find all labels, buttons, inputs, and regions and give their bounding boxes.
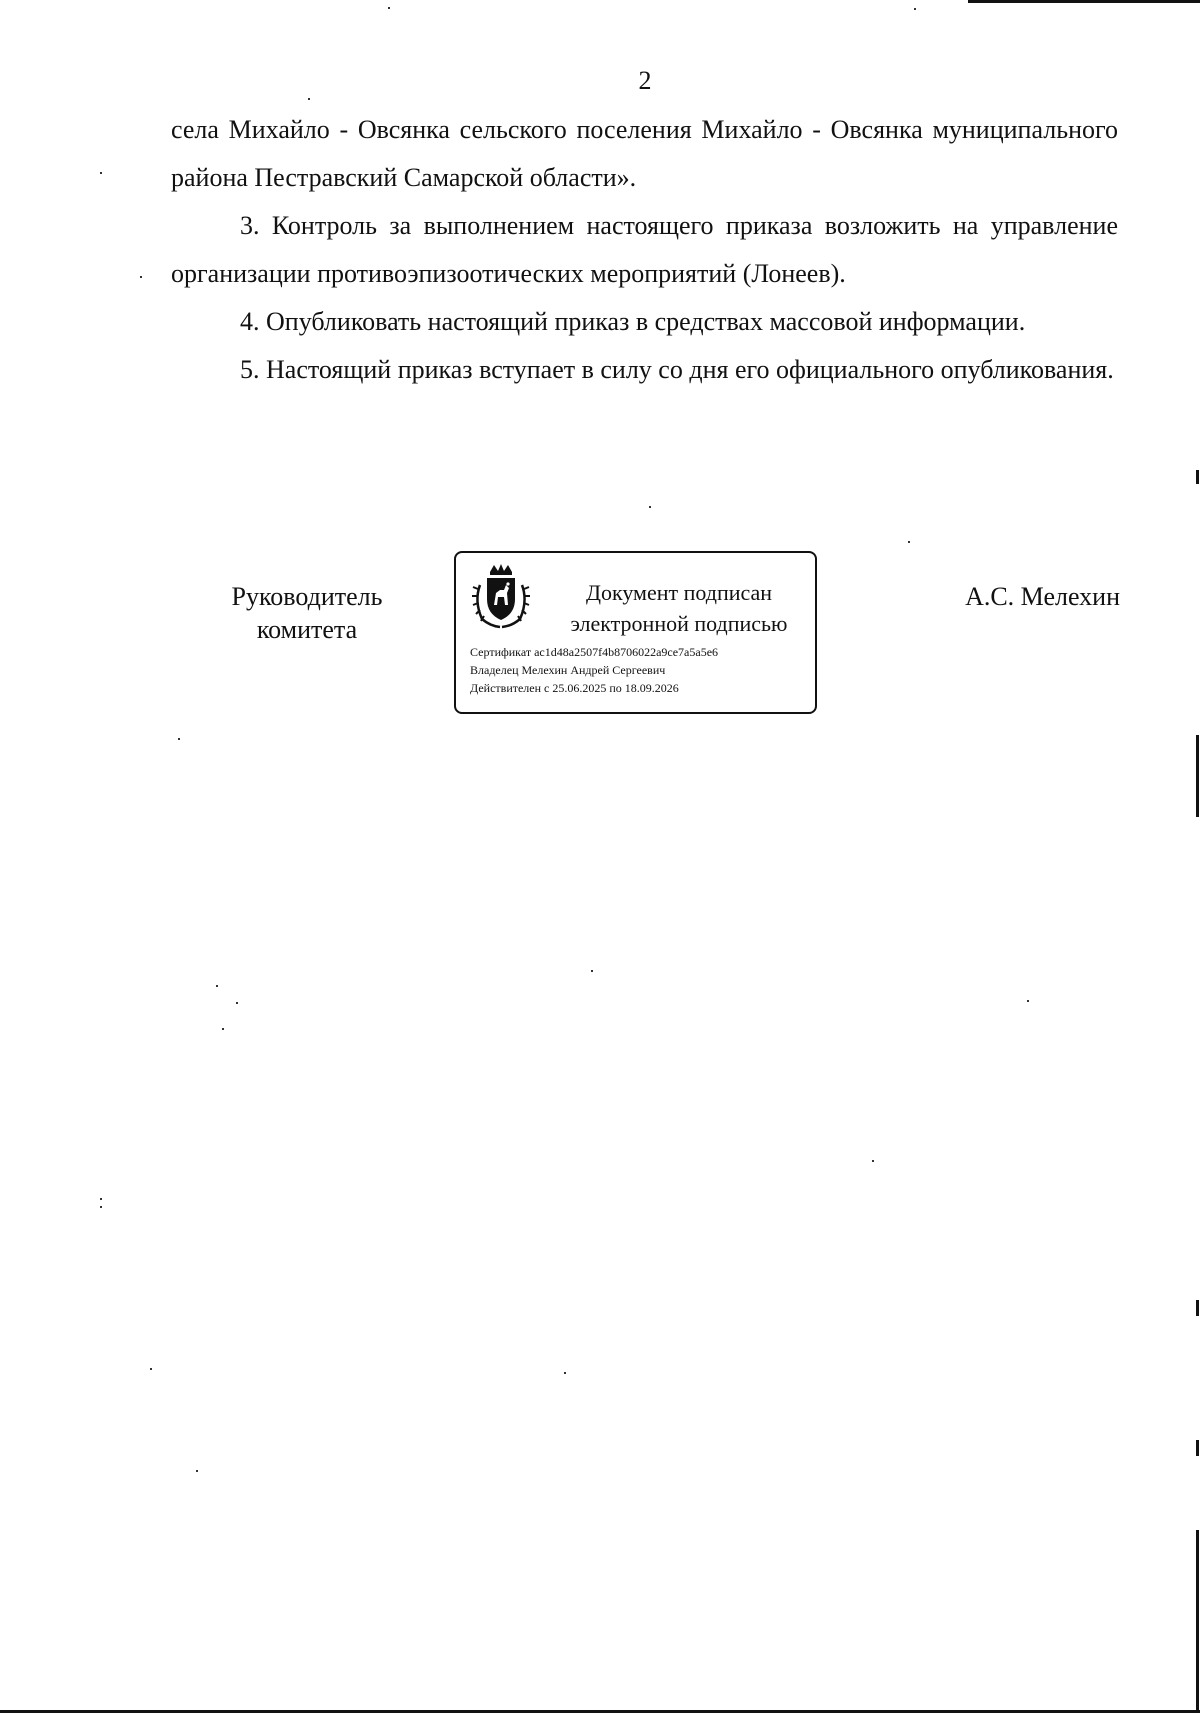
- scan-speck: [1027, 1000, 1029, 1002]
- paragraph-item-5: 5. Настоящий приказ вступает в силу со дня его официального опубликования.: [240, 355, 1114, 384]
- scan-speck: [196, 1470, 198, 1472]
- stamp-heading-line-1: Документ подписан: [585, 580, 773, 605]
- scan-speck: [178, 738, 180, 740]
- scan-speck: [222, 1028, 224, 1030]
- stamp-details: [470, 643, 718, 697]
- signer-name: А.С. Мелехин: [965, 582, 1120, 611]
- stamp-certificate: Сертификат ac1d48a2507f4b8706022a9ce7a5a5e6: [470, 645, 719, 659]
- scan-speck: [591, 970, 593, 972]
- stamp-owner: Владелец Мелехин Андрей Сергеевич: [470, 663, 666, 677]
- scan-speck: [308, 98, 310, 100]
- scan-speck: [100, 172, 102, 174]
- scan-speck: [872, 1160, 874, 1162]
- scan-speck: [914, 8, 916, 10]
- document-body: [171, 106, 1118, 394]
- scan-speck: [236, 1002, 238, 1004]
- scan-edge-right: [1196, 735, 1199, 817]
- scan-edge-right: [1196, 1440, 1199, 1456]
- paragraph-item-4: 4. Опубликовать настоящий приказ в средствах массовой информации.: [240, 307, 1026, 336]
- scan-edge-top: [968, 0, 1200, 3]
- signer-position-line-1: Руководитель: [231, 582, 383, 611]
- scan-edge-bottom: [0, 1710, 1200, 1713]
- scan-speck: [564, 1372, 566, 1374]
- scan-speck: [649, 506, 651, 508]
- coat-of-arms-icon: [470, 563, 532, 629]
- electronic-signature-stamp: [454, 551, 817, 714]
- scan-edge-right: [1196, 1300, 1199, 1316]
- stamp-heading-line-2: электронной подписью: [570, 611, 788, 636]
- stamp-heading: [554, 577, 804, 639]
- signer-position-line-2: комитета: [256, 615, 358, 644]
- stamp-validity: Действителен с 25.06.2025 по 18.09.2026: [470, 681, 679, 695]
- scan-speck: [150, 1368, 152, 1370]
- signer-position: [200, 580, 414, 646]
- page-number: 2: [638, 66, 652, 95]
- scan-edge-right: [1196, 470, 1199, 484]
- scan-speck: [388, 7, 390, 9]
- scan-edge-right: [1196, 1530, 1199, 1710]
- scan-speck: [100, 1198, 102, 1200]
- scan-speck: [140, 276, 142, 278]
- scan-speck: [100, 1206, 102, 1208]
- scan-speck: [216, 985, 218, 987]
- paragraph-continuation: села Михайло - Овсянка сельского поселения Михайло - Овсянка муниципального района Пестравский Самарской области».: [171, 115, 1118, 192]
- scan-speck: [908, 541, 910, 543]
- paragraph-item-3: 3. Контроль за выполнением настоящего приказа возложить на управление организации противоэпизоотических мероприятий (Лонеев).: [171, 211, 1118, 288]
